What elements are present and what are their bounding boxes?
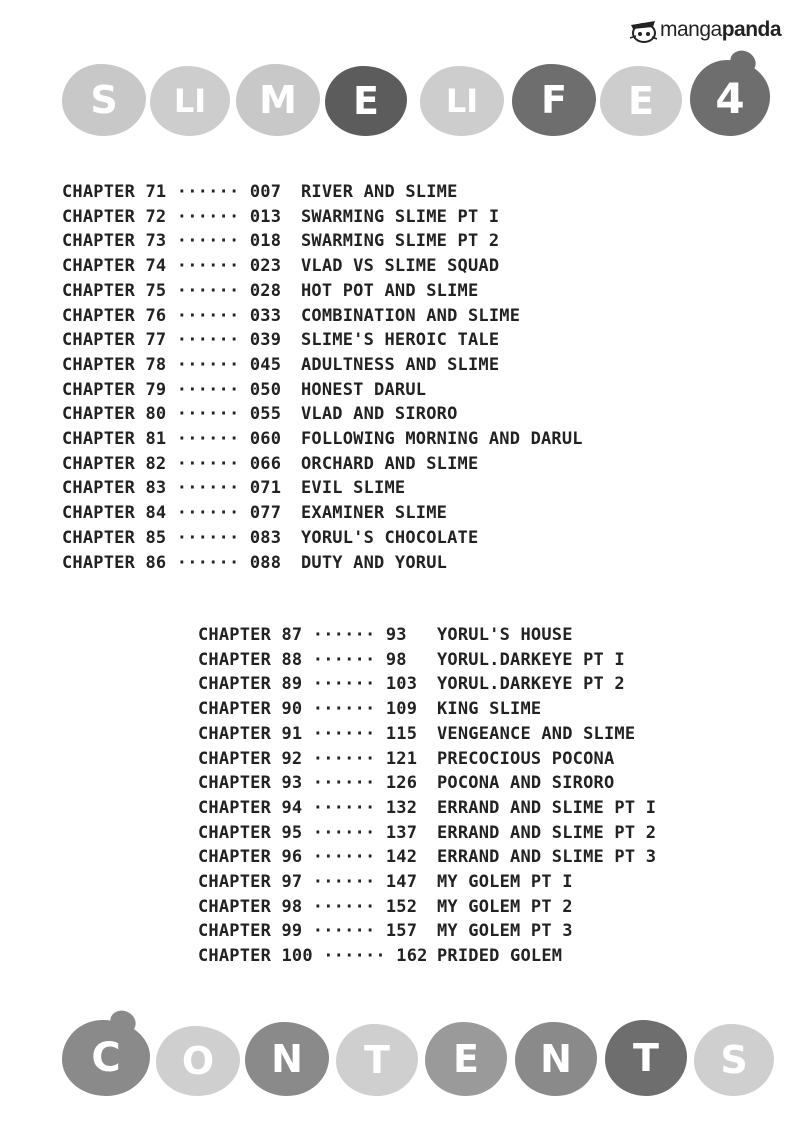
- contents-letter-blob: [605, 1020, 687, 1096]
- title-letter-blob: [420, 66, 504, 136]
- title-letter: S: [90, 78, 118, 122]
- contents-letter: S: [720, 1038, 748, 1082]
- toc-chapter-title: MY GOLEM PT I: [437, 872, 573, 892]
- toc-chapter-page: CHAPTER 91 ······ 115: [198, 723, 418, 744]
- contents-letter: N: [540, 1037, 572, 1081]
- title-letter: 4: [715, 73, 745, 123]
- toc-chapter-title: MY GOLEM PT 3: [437, 921, 573, 942]
- toc-chapter-title: ERRAND AND SLIME PT 3: [437, 847, 657, 868]
- toc-chapter-page: CHAPTER 80 ······ 055: [62, 404, 282, 425]
- toc-chapter-page: CHAPTER 82 ······ 066: [62, 453, 282, 474]
- toc-chapter-page: CHAPTER 81 ······ 060: [62, 429, 282, 449]
- toc-chapter-page: CHAPTER 94 ······ 132: [198, 797, 418, 818]
- toc-chapter-title: SWARMING SLIME PT 2: [301, 231, 500, 252]
- contents-letter: N: [271, 1037, 303, 1081]
- contents-heading: [0, 1012, 800, 1098]
- book-title: [0, 60, 800, 140]
- toc-chapter-page: CHAPTER 85 ······ 083: [62, 527, 282, 548]
- toc-chapter-title: ADULTNESS AND SLIME: [301, 354, 500, 375]
- title-letter-blob: [62, 64, 146, 136]
- toc-chapter-page: CHAPTER 86 ······ 088: [62, 552, 282, 573]
- toc-part-2: [198, 624, 678, 969]
- contents-letter: T: [633, 1036, 659, 1080]
- contents-letter-blob: [245, 1022, 329, 1096]
- toc-chapter-title: KING SLIME: [437, 699, 542, 720]
- title-letter: L: [173, 82, 195, 120]
- toc-chapter-page: CHAPTER 72 ······ 013: [62, 206, 282, 227]
- contents-letter-blob: [425, 1022, 507, 1096]
- toc-chapter-page: CHAPTER 100 ······ 162: [198, 946, 428, 967]
- contents-letter: T: [364, 1038, 390, 1082]
- toc-chapter-title: SLIME'S HEROIC TALE: [301, 330, 500, 351]
- toc-chapter-title: ERRAND AND SLIME PT I: [437, 797, 657, 818]
- toc-chapter-page: CHAPTER 77 ······ 039: [62, 330, 282, 351]
- toc-chapter-title: PRIDED GOLEM: [437, 946, 563, 967]
- toc-chapter-title: VENGEANCE AND SLIME: [437, 723, 636, 744]
- contents-letter-blob: [515, 1022, 597, 1096]
- toc-chapter-title: PRECOCIOUS POCONA: [437, 748, 615, 769]
- title-letter: E: [353, 79, 379, 123]
- title-letter: E: [628, 79, 654, 123]
- toc-chapter-title: RIVER AND SLIME: [301, 182, 458, 202]
- mangapanda-mascot-icon: [628, 16, 658, 44]
- toc-chapter-page: CHAPTER 73 ······ 018: [62, 231, 282, 252]
- contents-letter-blob: [694, 1024, 774, 1096]
- contents-letter-blob: [62, 1020, 150, 1096]
- toc-chapter-title: YORUL.DARKEYE PT I: [437, 649, 625, 670]
- toc-chapter-page: CHAPTER 83 ······ 071: [62, 478, 282, 499]
- toc-chapter-title: YORUL.DARKEYE PT 2: [437, 674, 625, 695]
- toc-chapter-page: CHAPTER 74 ······ 023: [62, 256, 282, 277]
- title-letter-blob: [600, 66, 682, 136]
- watermark-logo: [628, 10, 781, 50]
- toc-chapter-page: CHAPTER 89 ······ 103: [198, 674, 418, 695]
- title-letter-blob: [690, 60, 770, 136]
- toc-chapter-page: CHAPTER 87 ······ 93: [198, 625, 407, 645]
- toc-chapter-page: CHAPTER 95 ······ 137: [198, 822, 418, 843]
- toc-chapter-title: ORCHARD AND SLIME: [301, 453, 479, 474]
- title-letter: L: [445, 82, 467, 120]
- toc-chapter-page: CHAPTER 90 ······ 109: [198, 699, 418, 720]
- watermark-suffix: panda: [721, 18, 782, 41]
- toc-chapter-title: YORUL'S CHOCOLATE: [301, 527, 479, 548]
- toc-chapter-page: CHAPTER 93 ······ 126: [198, 773, 418, 794]
- title-letter-blob: [512, 64, 596, 136]
- toc-chapter-page: CHAPTER 75 ······ 028: [62, 280, 282, 301]
- toc-chapter-title: MY GOLEM PT 2: [437, 896, 573, 917]
- toc-chapter-title: HOT POT AND SLIME: [301, 280, 479, 301]
- toc-chapter-page: CHAPTER 96 ······ 142: [198, 847, 418, 868]
- title-letter: I: [466, 82, 479, 120]
- toc-chapter-page: CHAPTER 92 ······ 121: [198, 748, 418, 769]
- toc-chapter-title: FOLLOWING MORNING AND DARUL: [301, 429, 583, 449]
- toc-chapter-title: POCONA AND SIRORO: [437, 773, 615, 794]
- toc-chapter-title: VLAD VS SLIME SQUAD: [301, 256, 500, 277]
- toc-chapter-page: CHAPTER 88 ······ 98: [198, 649, 407, 670]
- toc-chapter-title: EXAMINER SLIME: [301, 503, 448, 524]
- toc-chapter-title: ERRAND AND SLIME PT 2: [437, 822, 657, 843]
- toc-chapter-page: CHAPTER 76 ······ 033: [62, 305, 282, 326]
- toc-chapter-title: COMBINATION AND SLIME: [301, 305, 521, 326]
- contents-letter: C: [91, 1035, 121, 1081]
- contents-letter: E: [453, 1037, 479, 1081]
- toc-chapter-title: EVIL SLIME: [301, 478, 406, 499]
- toc-chapter-page: CHAPTER 84 ······ 077: [62, 503, 282, 524]
- contents-letter: O: [181, 1039, 215, 1083]
- toc-chapter-page: CHAPTER 98 ······ 152: [198, 896, 418, 917]
- watermark-prefix: manga: [660, 18, 722, 41]
- title-letter: F: [541, 78, 567, 122]
- toc-chapter-page: CHAPTER 78 ······ 045: [62, 354, 282, 375]
- toc-part-1: [62, 181, 622, 581]
- toc-chapter-title: DUTY AND YORUL: [301, 552, 448, 573]
- watermark-text: [660, 18, 781, 42]
- toc-chapter-title: SWARMING SLIME PT I: [301, 206, 500, 227]
- title-letter-blob: [325, 66, 407, 136]
- toc-chapter-page: CHAPTER 71 ······ 007: [62, 182, 282, 202]
- title-letter: M: [259, 78, 297, 122]
- toc-chapter-page: CHAPTER 99 ······ 157: [198, 921, 418, 942]
- title-letter-blob: [236, 64, 320, 136]
- contents-letter-blob: [156, 1026, 240, 1096]
- toc-chapter-page: CHAPTER 97 ······ 147: [198, 872, 418, 892]
- toc-chapter-page: CHAPTER 79 ······ 050: [62, 379, 282, 400]
- toc-chapter-title: YORUL'S HOUSE: [437, 625, 573, 645]
- title-letter: I: [194, 82, 207, 120]
- toc-chapter-title: HONEST DARUL: [301, 379, 427, 400]
- title-letter-blob: [150, 66, 230, 136]
- contents-letter-blob: [336, 1024, 418, 1096]
- toc-chapter-title: VLAD AND SIRORO: [301, 404, 458, 425]
